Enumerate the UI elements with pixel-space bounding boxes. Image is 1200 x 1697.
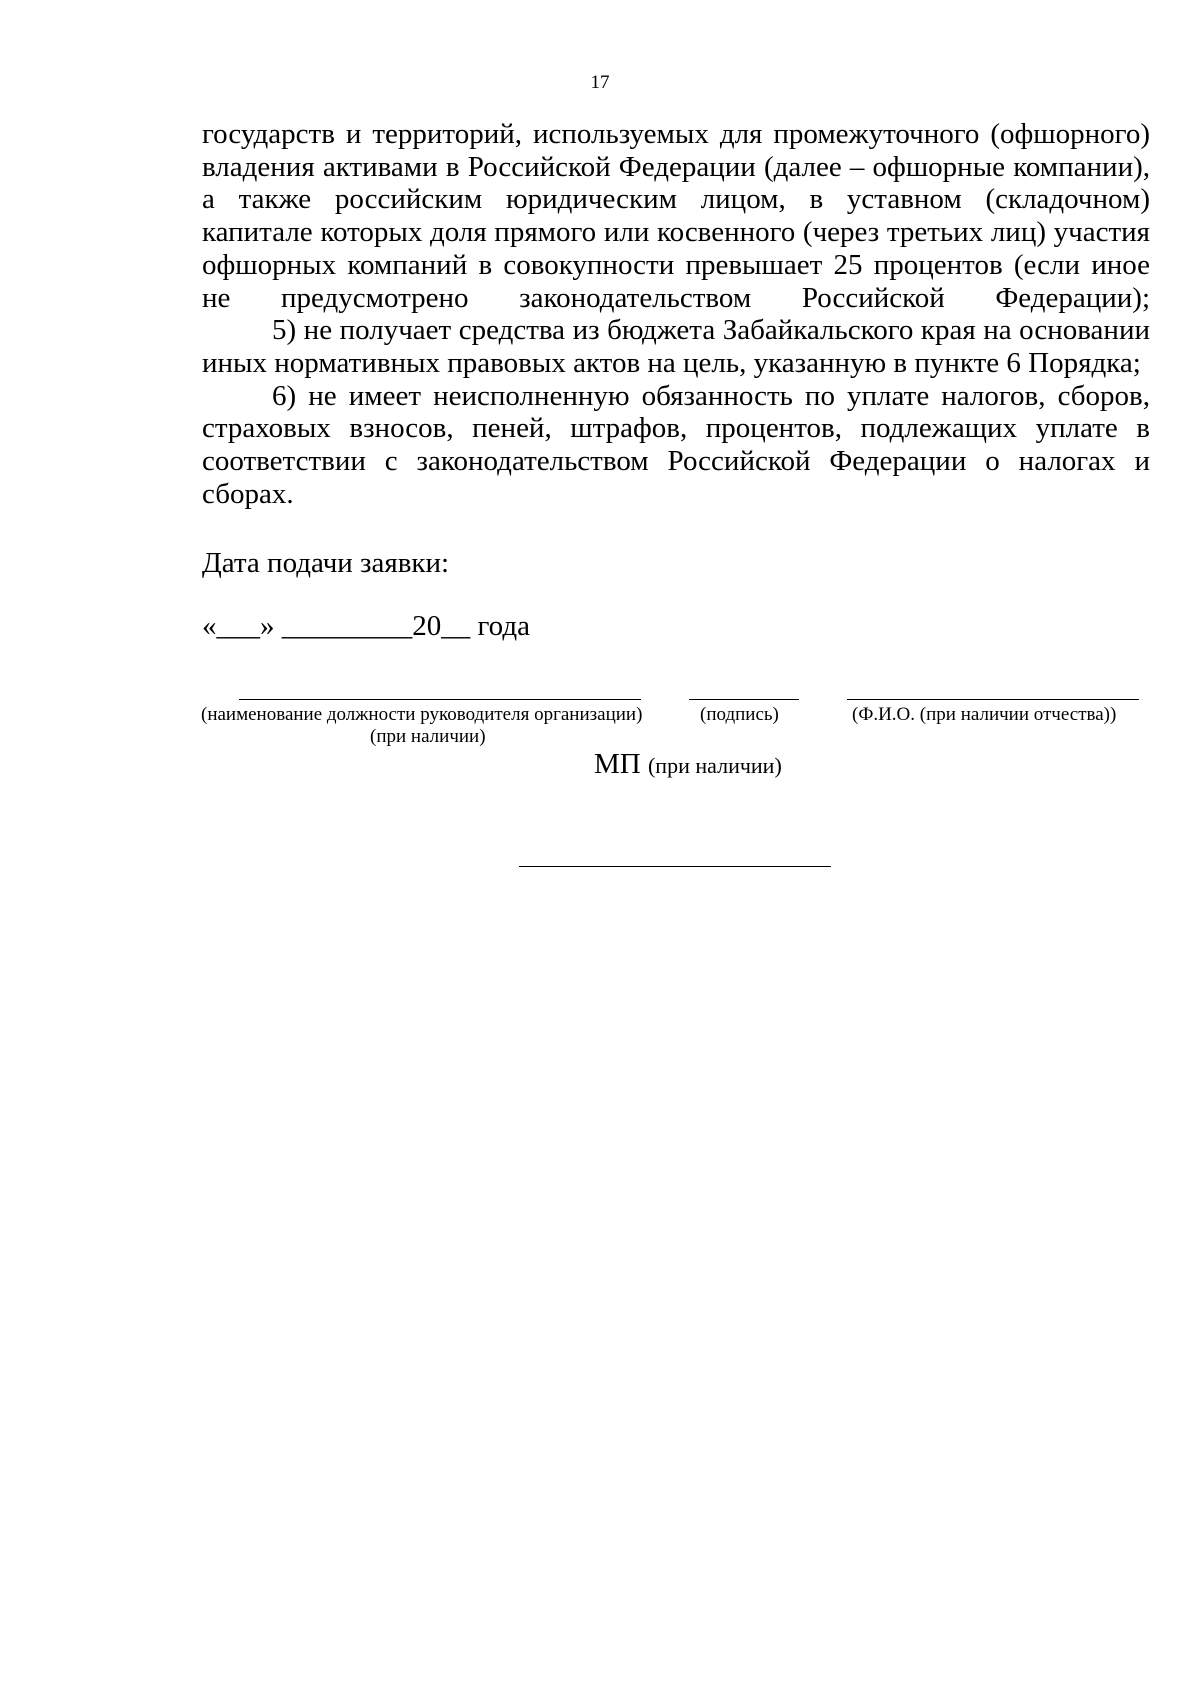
date-line: «___» _________20__ года	[202, 610, 530, 642]
body-text	[202, 118, 1150, 510]
paragraph-item-5	[202, 314, 1150, 379]
name-signature-line	[847, 699, 1139, 700]
name-caption: (Ф.И.О. (при наличии отчества))	[852, 704, 1117, 725]
text-line: страховых взносов, пеней, штрафов, процентов, подлежащих уплате в	[202, 412, 1150, 445]
text-line: иных нормативных правовых актов на цель, указанную в пункте 6 Порядка;	[202, 346, 1141, 379]
text-line: 6) не имеет неисполненную обязанность по уплате налогов, сборов,	[272, 379, 1150, 412]
text-line: 5) не получает средства из бюджета Забайкальского края на основании	[272, 314, 1150, 347]
stamp-label: МП	[594, 748, 641, 780]
paragraph-offshore	[202, 118, 1150, 314]
position-caption-note: (при наличии)	[370, 726, 486, 747]
signature-caption: (подпись)	[700, 704, 779, 725]
position-caption: (наименование должности руководителя организации)	[201, 704, 643, 725]
position-signature-line	[239, 699, 641, 700]
text-line: владения активами в Российской Федерации (далее – офшорные компании), а	[202, 150, 1150, 216]
text-line: также российским юридическим лицом, в уставном (складочном) капитале	[202, 183, 1150, 249]
signature-line	[689, 699, 799, 700]
paragraph-item-6	[202, 380, 1150, 511]
text-line: соответствии с законодательством Российской Федерации о налогах и	[202, 445, 1150, 478]
date-label: Дата подачи заявки:	[202, 547, 450, 579]
text-line: офшорных компаний в совокупности превышает 25 процентов (если иное не	[202, 248, 1150, 314]
text-line: государств и территорий, используемых для промежуточного (офшорного)	[202, 118, 1150, 150]
text-line: предусмотрено законодательством Российской Федерации);	[281, 281, 1151, 314]
stamp-note: (при наличии)	[647, 753, 782, 778]
text-line: которых доля прямого или косвенного (через третьих лиц) участия	[320, 216, 1150, 249]
stamp-placeholder	[594, 748, 782, 781]
page-number: 17	[590, 72, 610, 93]
end-line	[519, 866, 831, 867]
text-line: сборах.	[202, 477, 294, 510]
